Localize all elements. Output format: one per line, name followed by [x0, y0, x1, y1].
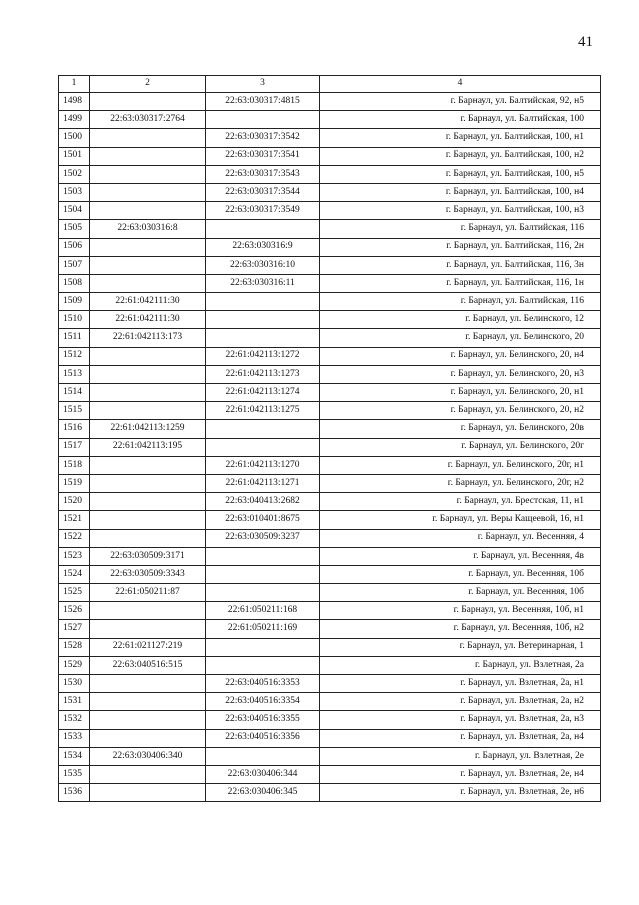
cadastral-number-cell: 22:61:021127:219	[90, 638, 206, 656]
row-number-cell: 1529	[59, 656, 90, 674]
cadastral-number-cell: 22:61:042111:30	[90, 311, 206, 329]
premise-cadastral-cell: 22:63:040516:3353	[206, 675, 320, 693]
row-number-cell: 1531	[59, 693, 90, 711]
premise-cadastral-cell: 22:63:040516:3356	[206, 729, 320, 747]
table-row	[59, 493, 601, 511]
cadastral-number-cell: 22:61:042113:1259	[90, 420, 206, 438]
row-number-cell: 1530	[59, 675, 90, 693]
address-cell: г. Барнаул, ул. Взлетная, 2а, н4	[320, 729, 601, 747]
cadastral-number-cell	[90, 456, 206, 474]
row-number-cell: 1523	[59, 547, 90, 565]
premise-cadastral-cell	[206, 747, 320, 765]
table-row	[59, 384, 601, 402]
table-row	[59, 729, 601, 747]
cadastral-number-cell	[90, 238, 206, 256]
premise-cadastral-cell: 22:63:030317:3549	[206, 202, 320, 220]
table-body	[59, 93, 601, 802]
address-cell: г. Барнаул, ул. Балтийская, 100, н5	[320, 165, 601, 183]
cadastral-number-cell	[90, 202, 206, 220]
table-row	[59, 638, 601, 656]
premise-cadastral-cell	[206, 584, 320, 602]
row-number-cell: 1535	[59, 765, 90, 783]
cadastral-number-cell	[90, 474, 206, 492]
table-row	[59, 274, 601, 292]
row-number-cell: 1519	[59, 474, 90, 492]
table-row	[59, 329, 601, 347]
premise-cadastral-cell	[206, 565, 320, 583]
premise-cadastral-cell: 22:61:042113:1272	[206, 347, 320, 365]
row-number-cell: 1505	[59, 220, 90, 238]
address-cell: г. Барнаул, ул. Весенняя, 10б	[320, 565, 601, 583]
premise-cadastral-cell: 22:61:050211:168	[206, 602, 320, 620]
cadastral-number-cell	[90, 274, 206, 292]
address-cell: г. Барнаул, ул. Весенняя, 10б, н2	[320, 620, 601, 638]
table-row	[59, 402, 601, 420]
cadastral-number-cell: 22:63:030406:340	[90, 747, 206, 765]
premise-cadastral-cell: 22:63:010401:8675	[206, 511, 320, 529]
row-number-cell: 1514	[59, 384, 90, 402]
premise-cadastral-cell	[206, 293, 320, 311]
premise-cadastral-cell	[206, 311, 320, 329]
row-number-cell: 1520	[59, 493, 90, 511]
premise-cadastral-cell	[206, 438, 320, 456]
row-number-cell: 1504	[59, 202, 90, 220]
cadastral-number-cell	[90, 729, 206, 747]
address-cell: г. Барнаул, ул. Балтийская, 116	[320, 220, 601, 238]
table-row	[59, 220, 601, 238]
table-row	[59, 311, 601, 329]
row-number-cell: 1524	[59, 565, 90, 583]
premise-cadastral-cell	[206, 220, 320, 238]
cadastral-number-cell: 22:63:030509:3343	[90, 565, 206, 583]
row-number-cell: 1536	[59, 784, 90, 802]
table-row	[59, 547, 601, 565]
row-number-cell: 1499	[59, 111, 90, 129]
premise-cadastral-cell: 22:61:050211:169	[206, 620, 320, 638]
premise-cadastral-cell: 22:63:030317:3541	[206, 147, 320, 165]
address-cell: г. Барнаул, ул. Взлетная, 2а	[320, 656, 601, 674]
address-cell: г. Барнаул, ул. Весенняя, 4в	[320, 547, 601, 565]
address-cell: г. Барнаул, ул. Балтийская, 100, н1	[320, 129, 601, 147]
address-cell: г. Барнаул, ул. Балтийская, 116, 1н	[320, 274, 601, 292]
table-row	[59, 784, 601, 802]
row-number-cell: 1501	[59, 147, 90, 165]
row-number-cell: 1500	[59, 129, 90, 147]
address-cell: г. Барнаул, ул. Белинского, 12	[320, 311, 601, 329]
row-number-cell: 1511	[59, 329, 90, 347]
premise-cadastral-cell: 22:63:040516:3355	[206, 711, 320, 729]
table-row	[59, 111, 601, 129]
cadastral-number-cell	[90, 675, 206, 693]
address-cell: г. Барнаул, ул. Ветеринарная, 1	[320, 638, 601, 656]
address-cell: г. Барнаул, ул. Белинского, 20, н3	[320, 365, 601, 383]
row-number-cell: 1503	[59, 183, 90, 201]
table-row	[59, 183, 601, 201]
table-row	[59, 675, 601, 693]
table-row	[59, 620, 601, 638]
address-cell: г. Барнаул, ул. Белинского, 20г	[320, 438, 601, 456]
address-cell: г. Барнаул, ул. Весенняя, 10б	[320, 584, 601, 602]
premise-cadastral-cell: 22:63:030317:3542	[206, 129, 320, 147]
premise-cadastral-cell	[206, 420, 320, 438]
table-row	[59, 147, 601, 165]
address-cell: г. Барнаул, ул. Взлетная, 2а, н3	[320, 711, 601, 729]
table-row	[59, 747, 601, 765]
cadastral-number-cell	[90, 347, 206, 365]
cadastral-number-cell	[90, 93, 206, 111]
premise-cadastral-cell: 22:63:030406:345	[206, 784, 320, 802]
address-cell: г. Барнаул, ул. Белинского, 20, н4	[320, 347, 601, 365]
cadastral-number-cell	[90, 493, 206, 511]
address-cell: г. Барнаул, ул. Балтийская, 100	[320, 111, 601, 129]
table-row	[59, 420, 601, 438]
address-cell: г. Барнаул, ул. Весенняя, 4	[320, 529, 601, 547]
premise-cadastral-cell: 22:63:030316:10	[206, 256, 320, 274]
cadastral-number-cell: 22:61:042113:173	[90, 329, 206, 347]
page-number: 41	[578, 34, 593, 50]
premise-cadastral-cell	[206, 329, 320, 347]
address-cell: г. Барнаул, ул. Балтийская, 116	[320, 293, 601, 311]
address-cell: г. Барнаул, ул. Белинского, 20г, н2	[320, 474, 601, 492]
premise-cadastral-cell: 22:61:042113:1270	[206, 456, 320, 474]
cadastral-number-cell	[90, 183, 206, 201]
table-row	[59, 474, 601, 492]
address-cell: г. Барнаул, ул. Балтийская, 100, н2	[320, 147, 601, 165]
table-row	[59, 93, 601, 111]
premise-cadastral-cell: 22:61:042113:1274	[206, 384, 320, 402]
address-cell: г. Барнаул, ул. Балтийская, 92, н5	[320, 93, 601, 111]
address-cell: г. Барнаул, ул. Белинского, 20, н2	[320, 402, 601, 420]
header-cell-3: 3	[206, 76, 320, 93]
table-row	[59, 365, 601, 383]
cadastral-number-cell: 22:63:030316:8	[90, 220, 206, 238]
premise-cadastral-cell: 22:63:030406:344	[206, 765, 320, 783]
header-cell-2: 2	[90, 76, 206, 93]
address-cell: г. Барнаул, ул. Балтийская, 116, 2н	[320, 238, 601, 256]
row-number-cell: 1534	[59, 747, 90, 765]
row-number-cell: 1518	[59, 456, 90, 474]
table-row	[59, 693, 601, 711]
table-row	[59, 511, 601, 529]
cadastral-number-cell: 22:63:040516:515	[90, 656, 206, 674]
table-row	[59, 656, 601, 674]
address-cell: г. Барнаул, ул. Балтийская, 100, н3	[320, 202, 601, 220]
cadastral-number-cell	[90, 402, 206, 420]
row-number-cell: 1502	[59, 165, 90, 183]
premise-cadastral-cell: 22:63:030317:4815	[206, 93, 320, 111]
row-number-cell: 1506	[59, 238, 90, 256]
table-row	[59, 438, 601, 456]
row-number-cell: 1517	[59, 438, 90, 456]
premise-cadastral-cell: 22:61:042113:1273	[206, 365, 320, 383]
cadastral-number-cell	[90, 129, 206, 147]
address-cell: г. Барнаул, ул. Белинского, 20	[320, 329, 601, 347]
premise-cadastral-cell: 22:63:040413:2682	[206, 493, 320, 511]
table-row	[59, 202, 601, 220]
premise-cadastral-cell: 22:61:042113:1275	[206, 402, 320, 420]
premise-cadastral-cell: 22:63:040516:3354	[206, 693, 320, 711]
premise-cadastral-cell	[206, 111, 320, 129]
cadastral-number-cell	[90, 784, 206, 802]
cadastral-number-cell	[90, 384, 206, 402]
table-row	[59, 129, 601, 147]
premise-cadastral-cell: 22:63:030316:9	[206, 238, 320, 256]
table-row	[59, 765, 601, 783]
premise-cadastral-cell	[206, 547, 320, 565]
row-number-cell: 1532	[59, 711, 90, 729]
table-row	[59, 529, 601, 547]
cadastral-number-cell	[90, 511, 206, 529]
table-row	[59, 238, 601, 256]
row-number-cell: 1521	[59, 511, 90, 529]
table-row	[59, 165, 601, 183]
premise-cadastral-cell: 22:63:030316:11	[206, 274, 320, 292]
table-row	[59, 602, 601, 620]
premise-cadastral-cell	[206, 638, 320, 656]
address-cell: г. Барнаул, ул. Белинского, 20в	[320, 420, 601, 438]
cadastral-number-cell	[90, 365, 206, 383]
premise-cadastral-cell: 22:61:042113:1271	[206, 474, 320, 492]
table-row	[59, 456, 601, 474]
address-cell: г. Барнаул, ул. Взлетная, 2е, н4	[320, 765, 601, 783]
address-cell: г. Барнаул, ул. Взлетная, 2а, н2	[320, 693, 601, 711]
address-cell: г. Барнаул, ул. Веры Кащеевой, 16, н1	[320, 511, 601, 529]
premise-cadastral-cell: 22:63:030509:3237	[206, 529, 320, 547]
row-number-cell: 1507	[59, 256, 90, 274]
row-number-cell: 1513	[59, 365, 90, 383]
premise-cadastral-cell: 22:63:030317:3543	[206, 165, 320, 183]
address-cell: г. Барнаул, ул. Взлетная, 2е	[320, 747, 601, 765]
cadastral-number-cell: 22:63:030317:2764	[90, 111, 206, 129]
row-number-cell: 1533	[59, 729, 90, 747]
table-row	[59, 584, 601, 602]
address-cell: г. Барнаул, ул. Взлетная, 2е, н6	[320, 784, 601, 802]
address-cell: г. Барнаул, ул. Балтийская, 116, 3н	[320, 256, 601, 274]
address-cell: г. Барнаул, ул. Весенняя, 10б, н1	[320, 602, 601, 620]
cadastral-number-cell: 22:61:050211:87	[90, 584, 206, 602]
address-cell: г. Барнаул, ул. Брестская, 11, н1	[320, 493, 601, 511]
address-cell: г. Барнаул, ул. Взлетная, 2а, н1	[320, 675, 601, 693]
row-number-cell: 1527	[59, 620, 90, 638]
cadastral-number-cell	[90, 620, 206, 638]
table-row	[59, 347, 601, 365]
premise-cadastral-cell: 22:63:030317:3544	[206, 183, 320, 201]
cadastral-number-cell	[90, 711, 206, 729]
address-cell: г. Барнаул, ул. Белинского, 20, н1	[320, 384, 601, 402]
cadastral-number-cell	[90, 693, 206, 711]
cadastral-number-cell	[90, 165, 206, 183]
cadastral-number-cell	[90, 602, 206, 620]
table-row	[59, 565, 601, 583]
cadastral-number-cell	[90, 256, 206, 274]
table-row	[59, 711, 601, 729]
header-cell-4: 4	[320, 76, 601, 93]
row-number-cell: 1508	[59, 274, 90, 292]
row-number-cell: 1526	[59, 602, 90, 620]
cadastral-number-cell	[90, 765, 206, 783]
header-cell-1: 1	[59, 76, 90, 93]
address-cell: г. Барнаул, ул. Балтийская, 100, н4	[320, 183, 601, 201]
premise-cadastral-cell	[206, 656, 320, 674]
row-number-cell: 1498	[59, 93, 90, 111]
row-number-cell: 1509	[59, 293, 90, 311]
table-row	[59, 293, 601, 311]
property-table	[58, 75, 601, 802]
cadastral-number-cell: 22:61:042111:30	[90, 293, 206, 311]
cadastral-number-cell	[90, 529, 206, 547]
address-cell: г. Барнаул, ул. Белинского, 20г, н1	[320, 456, 601, 474]
row-number-cell: 1525	[59, 584, 90, 602]
row-number-cell: 1512	[59, 347, 90, 365]
row-number-cell: 1515	[59, 402, 90, 420]
table-row	[59, 256, 601, 274]
row-number-cell: 1522	[59, 529, 90, 547]
cadastral-number-cell: 22:63:030509:3171	[90, 547, 206, 565]
table-header-row	[59, 76, 601, 93]
cadastral-number-cell	[90, 147, 206, 165]
cadastral-number-cell: 22:61:042113:195	[90, 438, 206, 456]
row-number-cell: 1528	[59, 638, 90, 656]
row-number-cell: 1516	[59, 420, 90, 438]
row-number-cell: 1510	[59, 311, 90, 329]
